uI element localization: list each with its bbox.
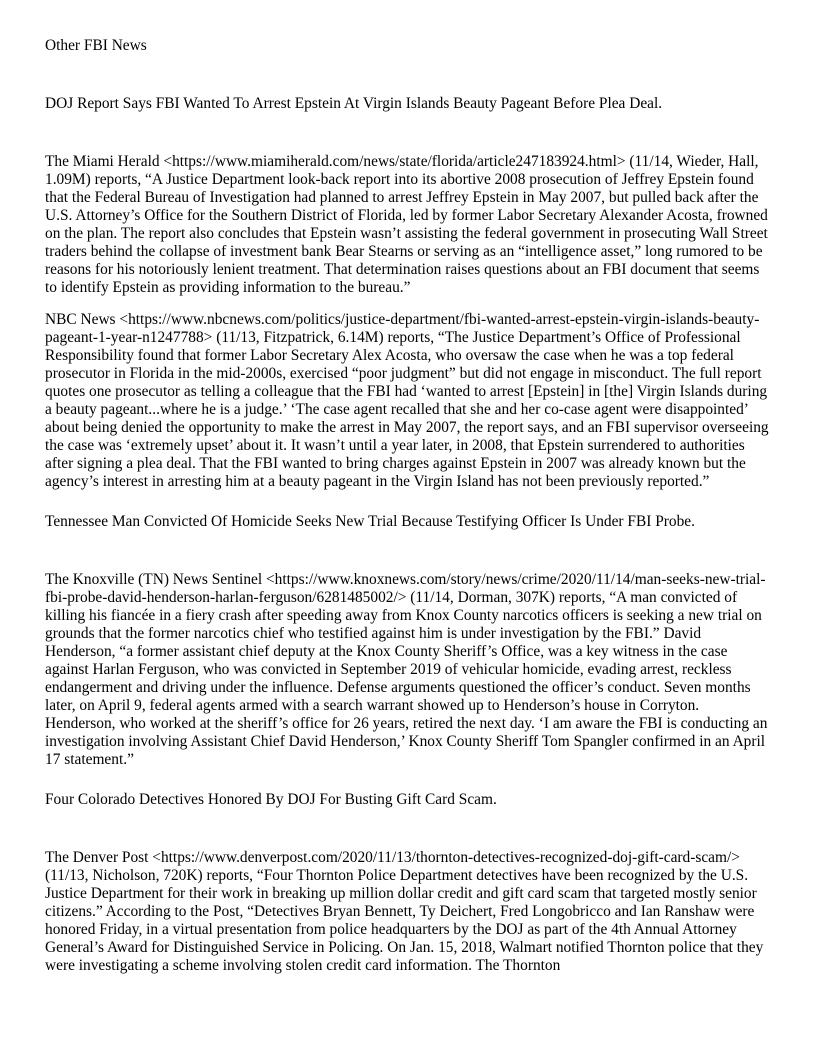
story-headline: DOJ Report Says FBI Wanted To Arrest Epstein At Virgin Islands Beauty Pageant Before Plea Deal. — [45, 95, 663, 112]
story-headline: Four Colorado Detectives Honored By DOJ For Busting Gift Card Scam. — [45, 791, 497, 808]
section-title: Other FBI News — [45, 37, 147, 54]
story-paragraph: The Denver Post <https://www.denverpost.com/2020/11/13/thornton-detectives-recognized-doj-gift-card-scam/> (11/13, Nicholson, 720K) reports, “Four Thornton Police Department detectives have been recognized by the U.S. Justice Department for their work in breaking up million dollar credit and gift card scam that targeted mostly senior citizens.” According to the Post, “Detectives Bryan Bennett, Ty Deichert, Fred Longobricco and Ian Ranshaw were honored Friday, in a virtual presentation from police headquarters by the DOJ as part of the 4th Annual Attorney General’s Award for Distinguished Service in Policing. On Jan. 15, 2018, Walmart notified Thornton police that they were investigating a scheme involving stolen credit card information. The Thornton — [45, 849, 764, 974]
story-epstein — [45, 95, 773, 491]
story-paragraph: NBC News <https://www.nbcnews.com/politics/justice-department/fbi-wanted-arrest-epstein-virgin-islands-beauty-pageant-1-year-n1247788> (11/13, Fitzpatrick, 6.14M) reports, “The Justice Department’s Office of Professional Responsibility found that former Labor Secretary Alex Acosta, who oversaw the case when he was a top federal prosecutor in Florida in the mid-2000s, exercised “poor judgment” but did not engage in misconduct. The full report quotes one prosecutor as telling a colleague that the FBI had ‘wanted to arrest [Epstein] in [the] Virgin Islands during a beauty pageant...where he is a judge.’ ‘The case agent recalled that she and her co-case agent were disappointed’ about being denied the opportunity to make the arrest in May 2007, the report says, and an FBI supervisor overseeing the case was ‘extremely upset’ about it. It wasn’t until a year later, in 2008, that Epstein surrendered to authorities after signing a plea deal. That the FBI wanted to bring charges against Epstein in 2007 was already known but the agency’s interest in arresting him at a beauty pageant in the Virgin Island has not been previously reported.” — [45, 311, 769, 490]
story-tennessee — [45, 513, 773, 769]
story-paragraph: The Knoxville (TN) News Sentinel <https://www.knoxnews.com/story/news/crime/2020/11/14/man-seeks-new-trial-fbi-probe-david-henderson-harlan-ferguson/6281485002/> (11/14, Dorman, 307K) reports, “A man convicted of killing his fiancée in a fiery crash after speeding away from Knox County narcotics officers is seeking a new trial on grounds that the former narcotics chief who testified against him is under investigation by the FBI.” David Henderson, “a former assistant chief deputy at the Knox County Sheriff’s Office, was a key witness in the case against Harlan Ferguson, who was convicted in September 2019 of vehicular homicide, evading arrest, reckless endangerment and driving under the influence. Defense arguments questioned the officer’s conduct. Seven months later, on April 9, federal agents armed with a search warrant showed up to Henderson’s house in Corryton. Henderson, who worked at the sheriff’s office for 26 years, retired the next day. ‘I am aware the FBI is conducting an investigation involving Assistant Chief David Henderson,’ Knox County Sheriff Tom Spangler confirmed in an April 17 statement.” — [45, 571, 768, 768]
story-headline: Tennessee Man Convicted Of Homicide Seeks New Trial Because Testifying Officer Is Under FBI Probe. — [45, 513, 695, 530]
story-paragraph: The Miami Herald <https://www.miamiherald.com/news/state/florida/article247183924.html> (11/14, Wieder, Hall, 1.09M) reports, “A Justice Department look-back report into its abortive 2008 prosecution of Jeffrey Epstein found that the Federal Bureau of Investigation had planned to arrest Jeffrey Epstein in May 2007, but pulled back after the U.S. Attorney’s Office for the Southern District of Florida, led by former Labor Secretary Alexander Acosta, frowned on the plan. The report also concludes that Epstein wasn’t assisting the federal government in prosecuting Wall Street traders behind the collapse of investment bank Bear Stearns or serving as an “intelligence asset,” long rumored to be reasons for his notoriously lenient treatment. That determination raises questions about an FBI document that seems to identify Epstein as providing information to the bureau.” — [45, 153, 768, 296]
story-colorado — [45, 791, 773, 975]
document-page — [45, 37, 773, 989]
